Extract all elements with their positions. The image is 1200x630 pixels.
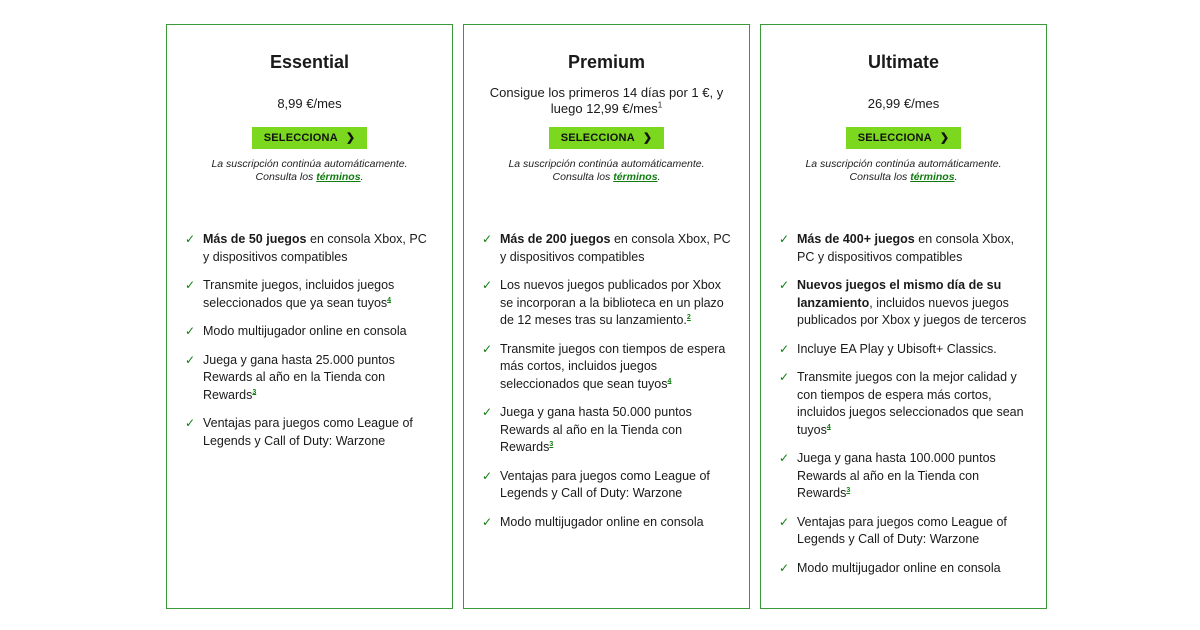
feature-description: Juega y gana hasta 25.000 puntos Rewards al año en la Tienda con Rewards (203, 352, 395, 402)
plan-price (185, 87, 434, 121)
plan-card-essential (166, 24, 453, 609)
feature-item (185, 352, 434, 405)
plan-card-premium (463, 24, 750, 609)
plan-price-text: 26,99 €/mes (867, 96, 940, 111)
feature-item (482, 514, 731, 532)
select-button[interactable] (846, 127, 961, 149)
terms-link[interactable]: términos (910, 170, 955, 183)
check-icon: ✓ (185, 232, 196, 246)
check-icon: ✓ (779, 451, 790, 465)
feature-item (779, 231, 1028, 266)
check-icon: ✓ (779, 278, 790, 292)
check-icon: ✓ (185, 324, 196, 338)
chevron-right-icon: ❯ (939, 132, 950, 144)
check-icon: ✓ (185, 352, 196, 367)
feature-highlight: Nuevos juegos el mismo día de su lanzamiento (797, 278, 1002, 310)
check-icon: ✓ (482, 278, 493, 292)
plan-title: Essential (269, 52, 350, 72)
subscription-note (185, 158, 434, 183)
feature-description: Ventajas para juegos como League of Legends y Call of Duty: Warzone (797, 514, 1007, 546)
feature-description: Los nuevos juegos publicados por Xbox se incorporan a la biblioteca en un plazo de 12 meses tras su lanzamiento. (500, 278, 724, 327)
feature-list (482, 231, 731, 531)
select-button[interactable] (252, 127, 367, 149)
footnote-ref[interactable]: 4 (387, 296, 392, 304)
feature-description: Modo multijugador online en consola (203, 324, 407, 338)
feature-description: Ventajas para juegos como League of Legends y Call of Duty: Warzone (203, 416, 413, 448)
feature-description: Juega y gana hasta 100.000 puntos Rewards al año en la Tienda con Rewards (797, 451, 996, 500)
feature-text (797, 514, 1028, 549)
feature-text (797, 450, 1028, 503)
footnote-ref[interactable]: 3 (252, 388, 257, 396)
subscription-note (482, 158, 731, 183)
feature-text (203, 415, 434, 450)
feature-item (779, 560, 1028, 578)
check-icon: ✓ (482, 514, 493, 529)
terms-link[interactable]: términos (316, 170, 361, 183)
check-icon: ✓ (779, 341, 790, 356)
feature-text (797, 231, 1028, 266)
check-icon: ✓ (482, 405, 493, 419)
select-button-label: SELECCIONA (857, 132, 932, 144)
feature-item (779, 341, 1028, 359)
feature-description: Transmite juegos con tiempos de espera más cortos, incluidos juegos seleccionados que sean tuyos (500, 341, 726, 391)
feature-highlight: Más de 200 juegos (500, 232, 611, 246)
feature-text (500, 468, 731, 503)
note-line: La suscripción continúa automáticamente. (805, 158, 1002, 170)
feature-item (185, 231, 434, 266)
footnote-ref[interactable]: 4 (826, 423, 831, 431)
feature-description: Transmite juegos con la mejor calidad y con tiempos de espera más cortos, incluidos juegos seleccionados que sean tuyos (797, 370, 1024, 437)
feature-highlight: Más de 50 juegos (203, 232, 307, 246)
feature-item (185, 415, 434, 450)
footnote-ref[interactable]: 3 (846, 486, 851, 494)
feature-item (482, 404, 731, 457)
select-button-label: SELECCIONA (560, 132, 635, 144)
feature-text (203, 323, 434, 341)
feature-text (500, 404, 731, 457)
plans-grid (166, 24, 1047, 609)
feature-item (779, 277, 1028, 330)
plan-card-ultimate (760, 24, 1047, 609)
feature-description: Ventajas para juegos como League of Legends y Call of Duty: Warzone (500, 468, 710, 500)
feature-description: en consola Xbox, PC y dispositivos compatibles (797, 232, 1015, 264)
feature-item (482, 341, 731, 394)
feature-text (500, 341, 731, 394)
plan-price-text: Consigue los primeros 14 días por 1 €, y luego 12,99 €/mes (489, 85, 724, 116)
check-icon: ✓ (779, 514, 790, 529)
note-line: Consulta los (849, 170, 908, 183)
feature-item (779, 450, 1028, 503)
feature-description: Juega y gana hasta 50.000 puntos Rewards al año en la Tienda con Rewards (500, 405, 692, 454)
feature-description: en consola Xbox, PC y dispositivos compatibles (500, 232, 731, 264)
note-end: . (360, 170, 364, 183)
feature-item (185, 323, 434, 341)
plan-price-text: 8,99 €/mes (277, 96, 342, 111)
feature-item (779, 514, 1028, 549)
note-end: . (954, 170, 958, 183)
feature-highlight: Más de 400+ juegos (797, 232, 915, 246)
feature-list (779, 231, 1028, 577)
terms-link[interactable]: términos (613, 170, 658, 183)
note-line: Consulta los (255, 170, 314, 183)
feature-description: en consola Xbox, PC y dispositivos compatibles (203, 232, 427, 264)
footnote-ref[interactable]: 3 (549, 440, 554, 448)
feature-text (797, 277, 1028, 330)
check-icon: ✓ (185, 278, 196, 292)
check-icon: ✓ (779, 560, 790, 575)
note-end: . (657, 170, 661, 183)
plan-title: Premium (567, 52, 646, 72)
note-line: Consulta los (552, 170, 611, 183)
feature-description: , incluidos nuevos juegos publicados por Xbox y juegos de terceros (797, 295, 1027, 327)
feature-text (797, 560, 1028, 578)
check-icon: ✓ (185, 416, 196, 430)
chevron-right-icon: ❯ (345, 132, 356, 144)
check-icon: ✓ (779, 370, 790, 384)
footnote-ref[interactable]: 2 (686, 313, 691, 321)
select-button[interactable] (549, 127, 664, 149)
feature-description: Transmite juegos, incluidos juegos seleccionados que ya sean tuyos (203, 278, 395, 310)
feature-item (779, 369, 1028, 439)
note-line: La suscripción continúa automáticamente. (211, 158, 408, 170)
check-icon: ✓ (482, 232, 493, 246)
feature-list (185, 231, 434, 450)
select-button-label: SELECCIONA (263, 132, 338, 144)
feature-text (203, 231, 434, 266)
plan-price (779, 87, 1028, 121)
check-icon: ✓ (482, 341, 493, 356)
feature-description: Modo multijugador online en consola (797, 560, 1001, 575)
feature-text (797, 369, 1028, 439)
plan-price (482, 81, 731, 121)
feature-text (500, 277, 731, 330)
feature-text (203, 277, 434, 312)
feature-description: Incluye EA Play y Ubisoft+ Classics. (797, 341, 997, 356)
chevron-right-icon: ❯ (642, 132, 653, 144)
feature-text (203, 352, 434, 405)
check-icon: ✓ (779, 232, 790, 246)
footnote-ref[interactable]: 4 (667, 377, 672, 385)
feature-text (500, 514, 731, 532)
feature-item (185, 277, 434, 312)
feature-text (797, 341, 1028, 359)
feature-item (482, 231, 731, 266)
feature-text (500, 231, 731, 266)
footnote-ref[interactable]: 1 (657, 100, 663, 110)
feature-item (482, 277, 731, 330)
subscription-note (779, 158, 1028, 183)
feature-description: Modo multijugador online en consola (500, 514, 704, 529)
note-line: La suscripción continúa automáticamente. (508, 158, 705, 170)
plan-title: Ultimate (867, 52, 939, 72)
check-icon: ✓ (482, 468, 493, 483)
feature-item (482, 468, 731, 503)
